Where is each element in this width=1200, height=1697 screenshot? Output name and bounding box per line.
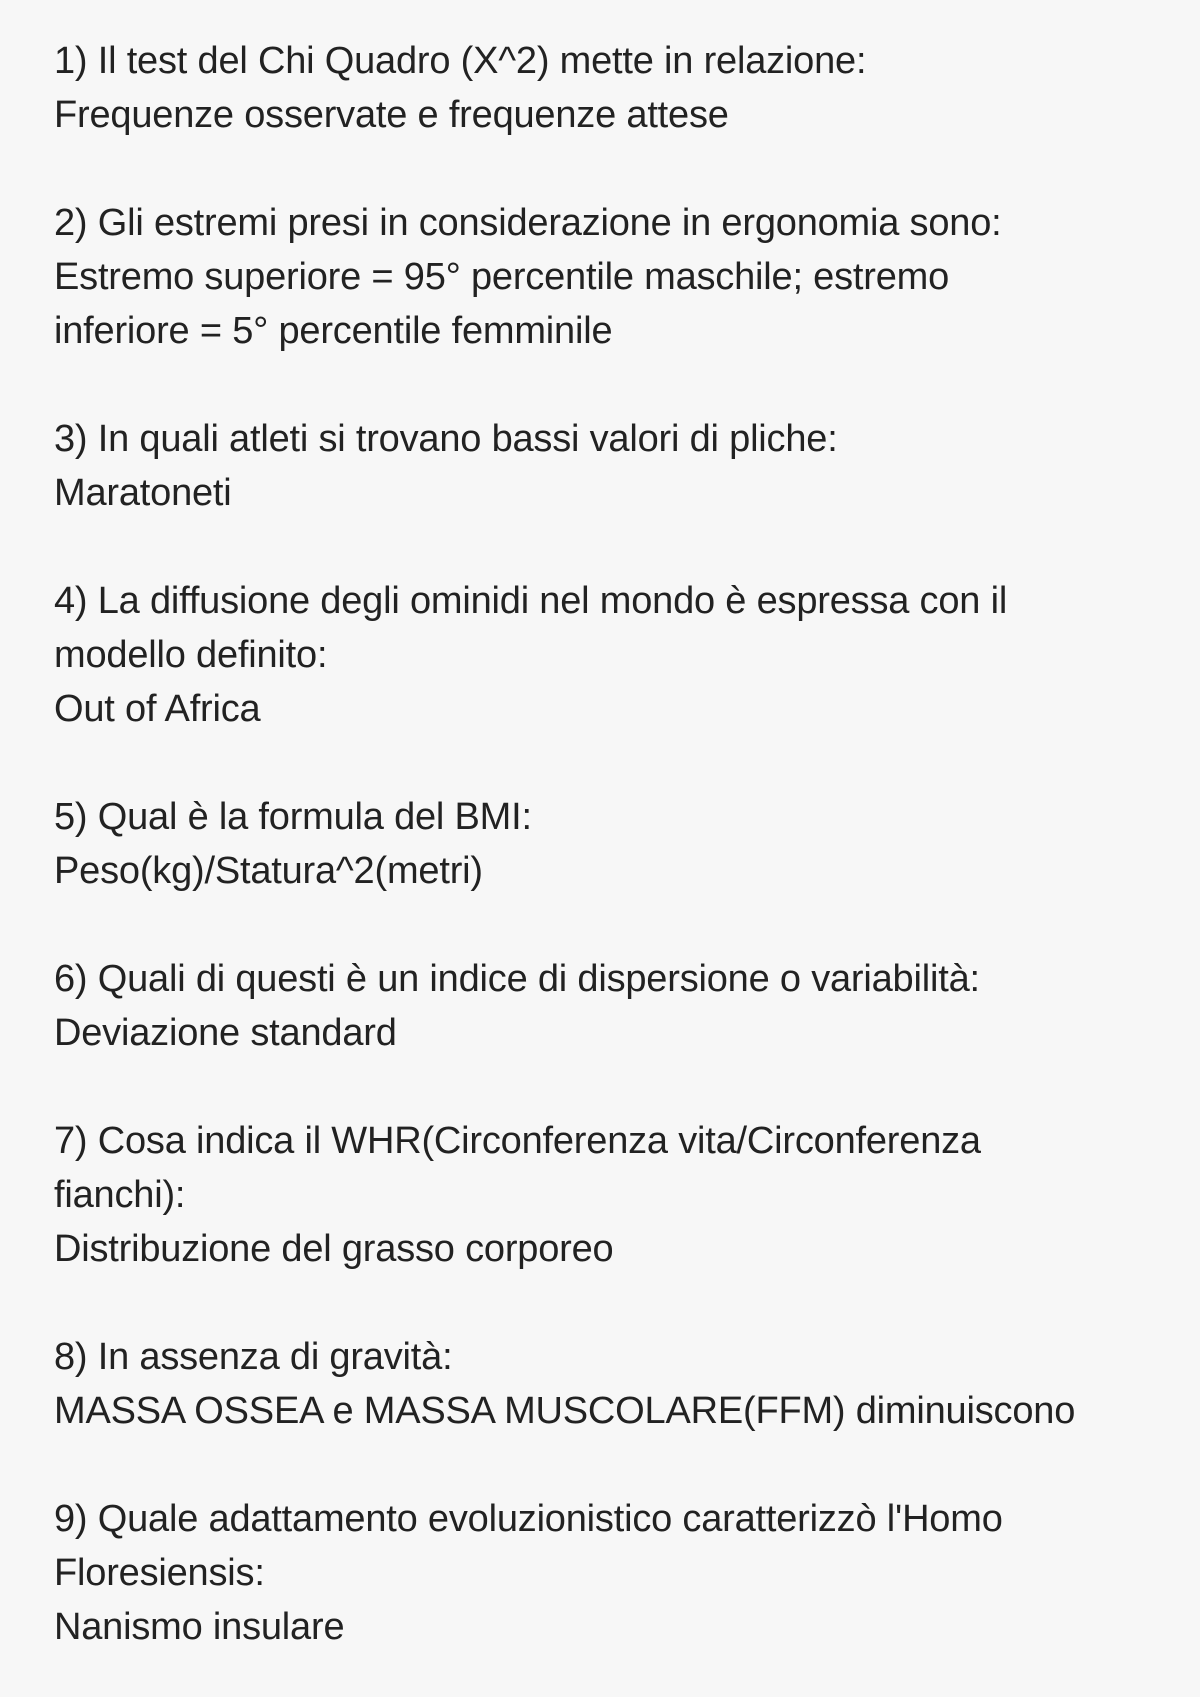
qa-item-4 [54, 574, 1160, 736]
answer-4: Out of Africa [54, 688, 261, 730]
answer-1: Frequenze osservate e frequenze attese [54, 94, 729, 136]
answer-9: Nanismo insulare [54, 1606, 345, 1648]
qa-item-5 [54, 790, 1160, 898]
qa-item-3 [54, 412, 1160, 520]
qa-item-7 [54, 1114, 1160, 1276]
answer-2-line-1: Estremo superiore = 95° percentile maschile; estremo [54, 256, 950, 298]
question-2: 2) Gli estremi presi in considerazione in ergonomia sono: [54, 202, 1002, 244]
answer-2-line-2: inferiore = 5° percentile femminile [54, 310, 613, 352]
qa-item-9 [54, 1492, 1160, 1654]
question-6: 6) Quali di questi è un indice di dispersione o variabilità: [54, 958, 980, 1000]
question-9-line-2: Floresiensis: [54, 1552, 265, 1594]
question-4-line-1: 4) La diffusione degli ominidi nel mondo è espressa con il [54, 580, 1008, 622]
answer-3: Maratoneti [54, 472, 232, 514]
question-9-line-1: 9) Quale adattamento evoluzionistico caratterizzò l'Homo [54, 1498, 1003, 1540]
question-5: 5) Qual è la formula del BMI: [54, 796, 532, 838]
answer-8: MASSA OSSEA e MASSA MUSCOLARE(FFM) diminuiscono [54, 1390, 1076, 1432]
qa-item-8 [54, 1330, 1160, 1438]
answer-7: Distribuzione del grasso corporeo [54, 1228, 614, 1270]
question-8: 8) In assenza di gravità: [54, 1336, 453, 1378]
answer-6: Deviazione standard [54, 1012, 397, 1054]
question-7-line-1: 7) Cosa indica il WHR(Circonferenza vita/Circonferenza [54, 1120, 981, 1162]
qa-item-2 [54, 196, 1160, 358]
question-7-line-2: fianchi): [54, 1174, 186, 1216]
answer-5: Peso(kg)/Statura^2(metri) [54, 850, 483, 892]
qa-item-1 [54, 34, 1160, 142]
question-4-line-2: modello definito: [54, 634, 328, 676]
question-3: 3) In quali atleti si trovano bassi valori di pliche: [54, 418, 838, 460]
question-1: 1) Il test del Chi Quadro (X^2) mette in relazione: [54, 40, 867, 82]
qa-item-6 [54, 952, 1160, 1060]
